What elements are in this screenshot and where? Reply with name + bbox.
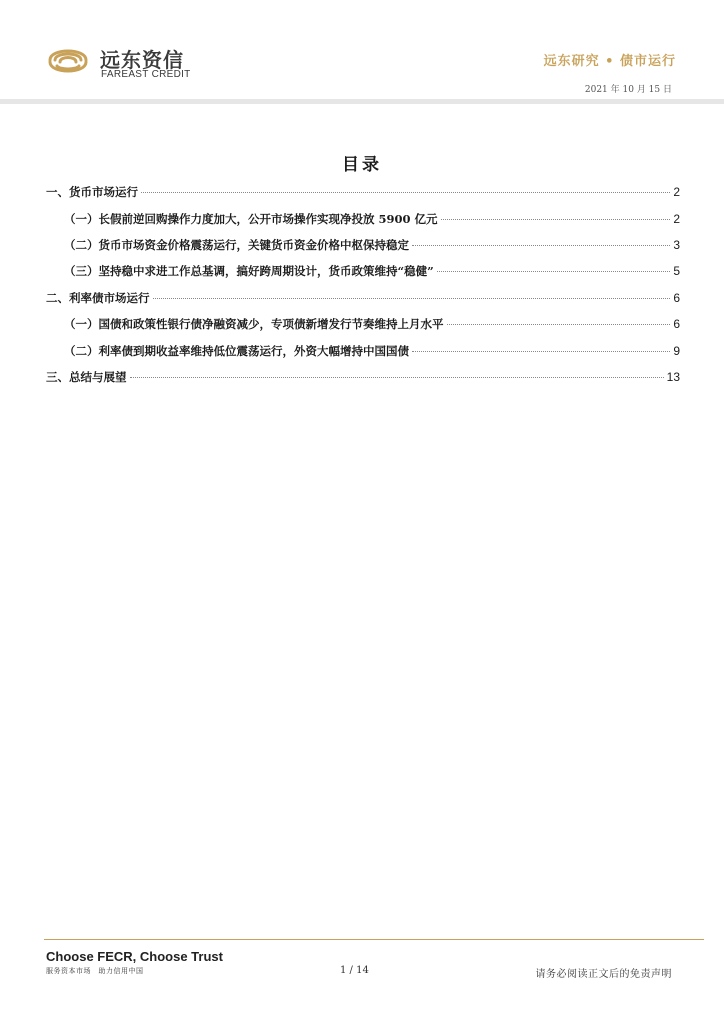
toc-leader [141, 192, 670, 193]
toc-entry-label: （一）国债和政策性银行债净融资减少，专项债新增发行节奏维持上月水平 [64, 317, 444, 331]
toc-entry-page: 6 [673, 291, 680, 305]
toc-entry[interactable] [46, 290, 680, 306]
toc-entry-label: （一）长假前逆回购操作力度加大，公开市场操作实现净投放 5900 亿元 [64, 212, 438, 226]
toc-entry-page: 5 [673, 264, 680, 278]
toc-leader [412, 351, 670, 352]
fareast-credit-logo-icon [44, 40, 92, 80]
page-number: 1 / 14 [340, 965, 369, 976]
toc-leader [153, 298, 671, 299]
toc-entry-label: 一、货币市场运行 [46, 185, 138, 199]
footer-divider [44, 939, 704, 940]
toc-leader [437, 271, 671, 272]
toc-title: 目录 [342, 155, 382, 175]
toc-entry-label: （二）货币市场资金价格震荡运行，关键货币资金价格中枢保持稳定 [64, 238, 409, 252]
toc-entry-label: 二、利率债市场运行 [46, 291, 150, 305]
toc-entry-page: 2 [673, 185, 680, 199]
toc-entry[interactable] [46, 369, 680, 385]
toc-entry-label: （二）利率债到期收益率维持低位震荡运行，外资大幅增持中国国债 [64, 344, 409, 358]
toc-entry-label: 三、总结与展望 [46, 370, 127, 384]
toc-entry[interactable] [46, 184, 680, 200]
toc-entry[interactable] [64, 263, 680, 279]
toc-leader [412, 245, 670, 246]
toc-entry-page: 13 [666, 370, 680, 384]
footer-slogan-cn: 服务资本市场 助力信用中国 [46, 967, 144, 975]
brand-name-cn: 远东资信 [100, 48, 184, 72]
toc-entry[interactable] [64, 316, 680, 332]
toc-entry[interactable] [64, 237, 680, 253]
toc-leader [130, 377, 664, 378]
footer-slogan: Choose FECR, Choose Trust [46, 949, 223, 964]
page-header [0, 0, 724, 104]
toc-leader [447, 324, 671, 325]
toc-entry-page: 2 [673, 212, 680, 226]
report-series: 远东研究 • 债市运行 [543, 54, 676, 69]
toc-entry-label: （三）坚持稳中求进工作总基调，搞好跨周期设计，货币政策维持“稳健” [64, 264, 434, 278]
toc-entry-page: 9 [673, 344, 680, 358]
toc-entry[interactable] [64, 343, 680, 359]
report-date: 2021 年 10 月 15 日 [584, 85, 672, 95]
toc-entry-page: 6 [673, 317, 680, 331]
toc-entry[interactable] [64, 211, 680, 227]
header-divider [0, 99, 724, 104]
toc-leader [441, 219, 671, 220]
brand-name-en: FAREAST CREDIT [101, 69, 191, 80]
toc-entry-page: 3 [673, 238, 680, 252]
disclaimer-note: 请务必阅读正文后的免责声明 [535, 969, 672, 980]
